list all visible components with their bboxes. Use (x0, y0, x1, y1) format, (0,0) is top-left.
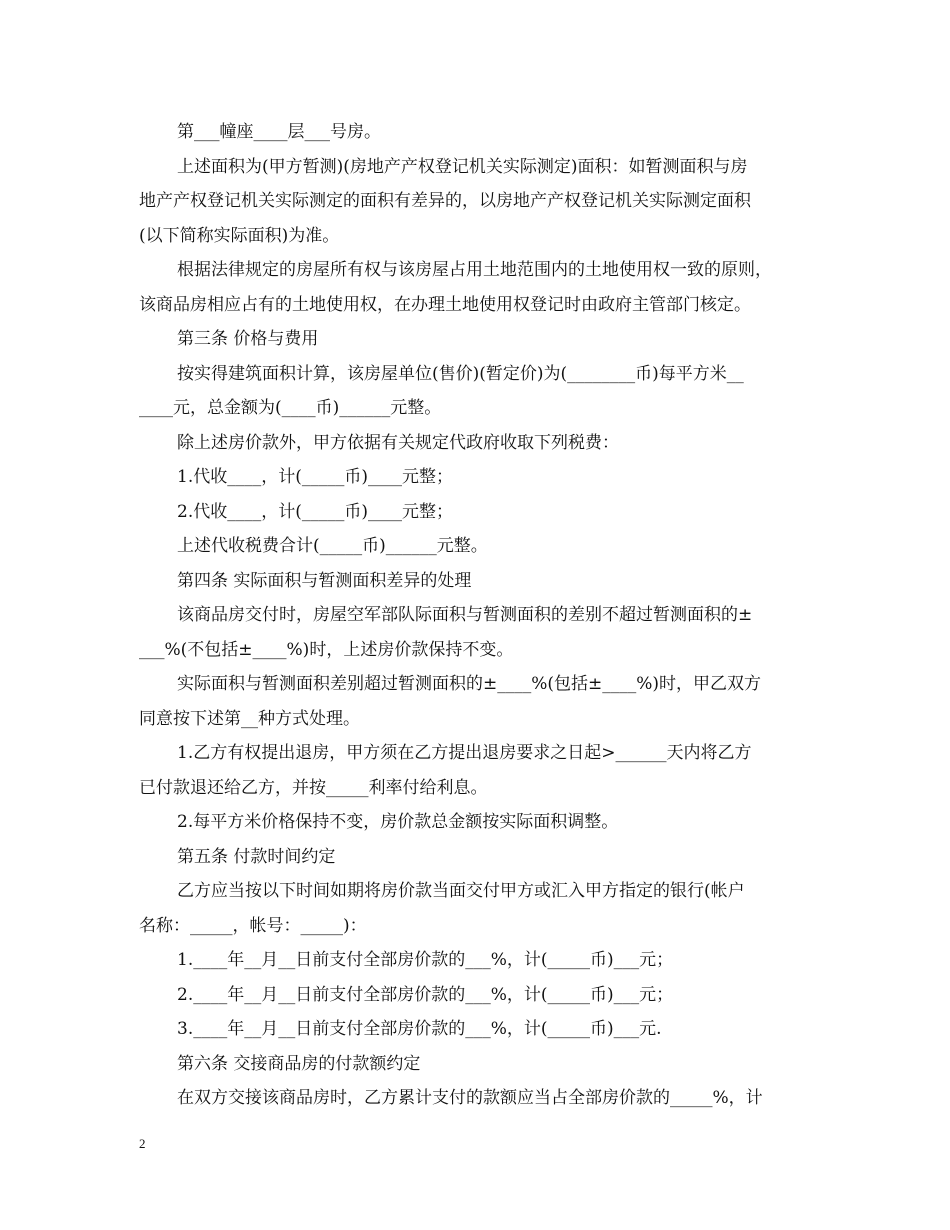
text-line: 乙方应当按以下时间如期将房价款当面交付甲方或汇入甲方指定的银行(帐户 (177, 881, 745, 901)
text-line: 根据法律规定的房屋所有权与该房屋占用土地范围内的土地使用权一致的原则， (177, 260, 772, 280)
text-line: ____元，总金额为(____币)______元整。 (139, 398, 442, 418)
text-line: 1.乙方有权提出退房，甲方须在乙方提出退房要求之日起>______天内将乙方 (177, 743, 752, 763)
text-line: 实际面积与暂测面积差别超过暂测面积的±____%(包括±____%)时，甲乙双方 (177, 674, 762, 694)
text-line: 1.代收____，计(_____币)____元整； (177, 467, 453, 487)
text-line: 上述面积为(甲方暂测)(房地产产权登记机关实际测定)面积：如暂测面积与房 (177, 156, 748, 177)
text-line: 该商品房交付时，房屋空军部队际面积与暂测面积的差别不超过暂测面积的± (177, 605, 753, 625)
text-line: 第三条 价格与费用 (177, 329, 319, 349)
text-line: 除上述房价款外，甲方依据有关规定代政府收取下列税费： (177, 432, 619, 453)
text-line: (以下简称实际面积)为准。 (139, 225, 340, 246)
text-line: 按实得建筑面积计算，该房屋单位(售价)(暂定价)为(________币)每平方米__ (177, 363, 744, 384)
text-line: 地产产权登记机关实际测定的面积有差异的，以房地产产权登记机关实际测定面积 (139, 191, 751, 211)
text-line: 上述代收税费合计(_____币)______元整。 (177, 536, 488, 556)
text-line: 已付款退还给乙方，并按_____利率付给利息。 (139, 777, 488, 798)
text-line: ___%(不包括±____%)时，上述房价款保持不变。 (139, 639, 514, 660)
text-line: 该商品房相应占有的土地使用权，在办理土地使用权登记时由政府主管部门核定。 (139, 294, 751, 315)
text-line: 2.代收____，计(_____币)____元整； (177, 501, 453, 522)
text-line: 第四条 实际面积与暂测面积差异的处理 (177, 570, 472, 591)
text-line: 第___幢座____层___号房。 (177, 122, 381, 142)
text-line: 名称：_____，帐号：_____)： (139, 915, 367, 936)
text-line: 第六条 交接商品房的付款额约定 (177, 1053, 421, 1074)
text-line: 3.____年__月__日前支付全部房价款的___%，计(_____币)___元. (177, 1019, 662, 1039)
text-line: 同意按下述第__种方式处理。 (139, 708, 360, 729)
text-line: 1.____年__月__日前支付全部房价款的___%，计(_____币)___元； (177, 950, 674, 970)
page-number: 2 (139, 1136, 146, 1151)
document-body (139, 115, 815, 1116)
text-line: 在双方交接该商品房时，乙方累计支付的款额应当占全部房价款的_____%，计 (177, 1088, 763, 1108)
text-line: 2.____年__月__日前支付全部房价款的___%，计(_____币)___元； (177, 984, 674, 1005)
text-line: 2.每平方米价格保持不变，房价款总金额按实际面积调整。 (177, 812, 619, 832)
text-line: 第五条 付款时间约定 (177, 846, 336, 867)
